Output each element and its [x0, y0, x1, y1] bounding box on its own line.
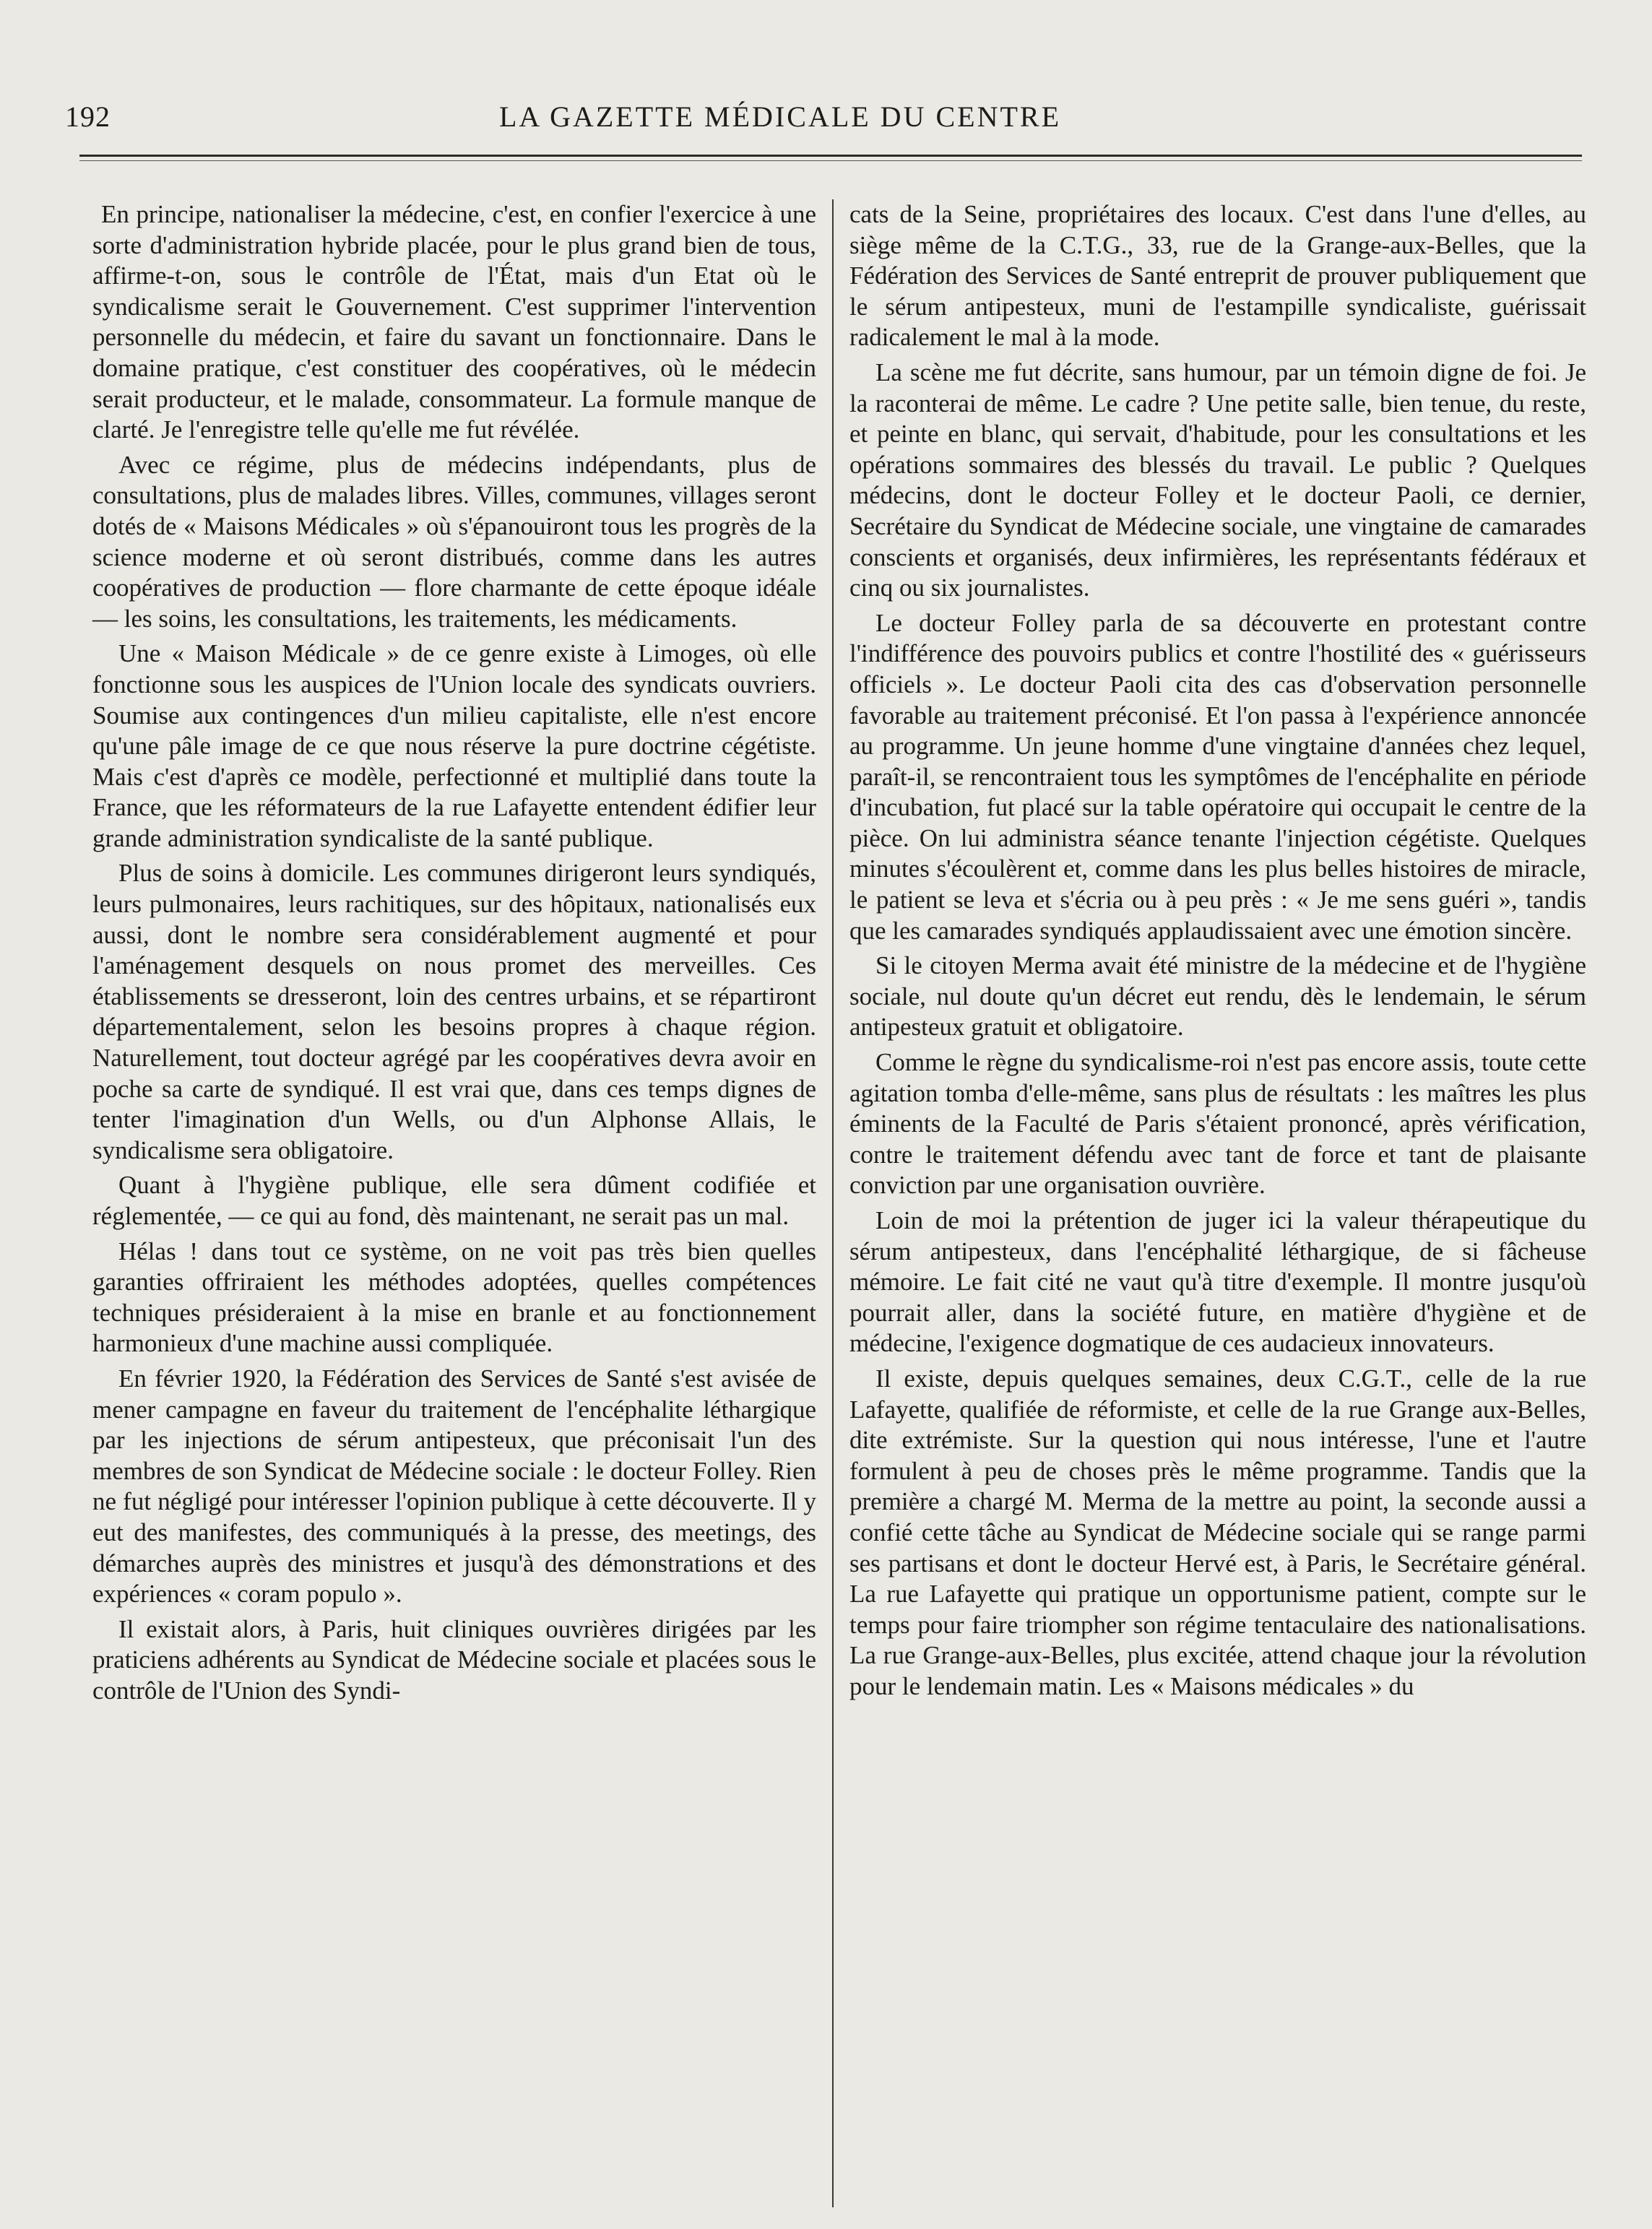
- column-divider: [832, 199, 834, 2207]
- paragraph: cats de la Seine, propriétaires des locaux. C'est dans l'une d'elles, au siège même de la C.T.G., 33, rue de la Grange-aux-Belles, que la Fédération des Services de Santé entreprit de prouver publiquement que le sérum antipesteux, muni de l'estampille syndicaliste, guérissait radicalement le mal à la mode.: [849, 200, 1586, 352]
- paragraph: Loin de moi la prétention de juger ici la valeur thérapeutique du sérum antipesteux, dans l'encéphalité léthargique, de si fâcheuse mémoire. Le fait cité ne vaut qu'à titre d'exemple. Il montre jusqu'où pourrait aller, dans la société future, en matière d'hygiène et de médecine, l'exigence dogmatique de ces audacieux innovateurs.: [849, 1206, 1586, 1358]
- header-rule-thin: [79, 160, 1582, 161]
- paragraph: En principe, nationaliser la médecine, c'est, en confier l'exercice à une sorte d'administration hybride placée, pour le plus grand bien de tous, affirme-t-on, sous le contrôle de l'État, mais d'un Etat où le syndicalisme serait le Gouvernement. C'est supprimer l'intervention personnelle du médecin, et faire du savant un fonctionnaire. Dans le domaine pratique, c'est constituer des coopératives, où le médecin serait producteur, et le malade, consommateur. La formule manque de clarté. Je l'enregistre telle qu'elle me fut révélée.: [92, 200, 816, 444]
- paragraph: Il existait alors, à Paris, huit cliniques ouvrières dirigées par les praticiens adhérents au Syndicat de Médecine sociale et placées sous le contrôle de l'Union des Syndi-: [92, 1614, 816, 1705]
- paragraph: Si le citoyen Merma avait été ministre de la médecine et de l'hygiène sociale, nul doute qu'un décret eut rendu, dès le lendemain, le sérum antipesteux gratuit et obligatoire.: [849, 951, 1586, 1042]
- paragraph: Une « Maison Médicale » de ce genre existe à Limoges, où elle fonctionne sous les auspices de l'Union locale des syndicats ouvriers. Soumise aux contingences d'un milieu capitaliste, elle n'est encore qu'une pâle image de ce que nous réserve la pure doctrine cégétiste. Mais c'est d'après ce modèle, perfectionné et multiplié dans toute la France, que les réformateurs de la rue Lafayette entendent édifier leur grande administration syndicaliste de la santé publique.: [92, 639, 816, 852]
- right-column: [849, 199, 1586, 1702]
- page-number: 192: [65, 100, 111, 133]
- header-rule: [79, 155, 1582, 157]
- paragraph: Quant à l'hygiène publique, elle sera dûment codifiée et réglementée, — ce qui au fond, dès maintenant, ne serait pas un mal.: [92, 1171, 816, 1230]
- paragraph: En février 1920, la Fédération des Services de Santé s'est avisée de mener campagne en faveur du traitement de l'encéphalite léthargique par les injections de sérum antipesteux, que préconisait l'un des membres de son Syndicat de Médecine sociale : le docteur Folley. Rien ne fut négligé pour intéresser l'opinion publique à cette découverte. Il y eut des manifestes, des communiqués à la presse, des meetings, des démarches auprès des ministres et jusqu'à des démonstrations et des expériences « coram populo ».: [92, 1364, 816, 1609]
- page-header: [65, 100, 1589, 143]
- running-title: LA GAZETTE MÉDICALE DU CENTRE: [498, 100, 1061, 133]
- paragraph: Comme le règne du syndicalisme-roi n'est pas encore assis, toute cette agitation tomba d'elle-même, sans plus de résultats : les maîtres les plus éminents de la Faculté de Paris s'étaient prononcé, après vérification, contre le traitement défendu avec tant de force et tant de plaisante conviction par une organisation ouvrière.: [849, 1048, 1586, 1200]
- left-column: [92, 199, 816, 1707]
- paragraph: Hélas ! dans tout ce système, on ne voit pas très bien quelles garanties offriraient les méthodes adoptées, quelles compétences techniques présideraient à la mise en branle et au fonctionnement harmonieux d'une machine aussi compliquée.: [92, 1237, 816, 1358]
- paragraph: Avec ce régime, plus de médecins indépendants, plus de consultations, plus de malades libres. Villes, communes, villages seront dotés de « Maisons Médicales » où s'épanouiront tous les progrès de la science moderne et où seront distribués, comme dans les autres coopératives de production — flore charmante de cette époque idéale — les soins, les consultations, les traitements, les médicaments.: [92, 450, 816, 633]
- paragraph: Le docteur Folley parla de sa découverte en protestant contre l'indifférence des pouvoirs publics et contre l'hostilité des « guérisseurs officiels ». Le docteur Paoli cita des cas d'observation personnelle favorable au traitement préconisé. Et l'on passa à l'expérience annoncée au programme. Un jeune homme d'une vingtaine d'années chez lequel, paraît-il, se rencontraient tous les symptômes de l'encéphalite en période d'incubation, fut placé sur la table opératoire qui occupait le centre de la pièce. On lui administra séance tenante l'injection cégétiste. Quelques minutes s'écoulèrent et, comme dans les plus belles histoires de miracle, le patient se leva et s'écria ou à peu près : « Je me sens guéri », tandis que les camarades syndiqués applaudissaient avec une émotion sincère.: [849, 608, 1586, 945]
- paragraph: La scène me fut décrite, sans humour, par un témoin digne de foi. Je la raconterai de même. Le cadre ? Une petite salle, bien tenue, du reste, et peinte en blanc, qui servait, d'habitude, pour les consultations et les opérations sommaires des blessés du travail. Le public ? Quelques médecins, dont le docteur Folley et le docteur Paoli, ce dernier, Secrétaire du Syndicat de Médecine sociale, une vingtaine de camarades conscients et organisés, deux infirmières, les représentants fédéraux et cinq ou six journalistes.: [849, 358, 1586, 602]
- paragraph: Plus de soins à domicile. Les communes dirigeront leurs syndiqués, leurs pulmonaires, leurs rachitiques, sur des hôpitaux, nationalisés eux aussi, dont le nombre sera considérablement augmenté et pour l'aménagement desquels on nous promet des merveilles. Ces établissements se dresseront, loin des centres urbains, et se répartiront départementalement, selon les besoins propres à chaque région. Naturellement, tout docteur agrégé par les coopératives devra avoir en poche sa carte de syndiqué. Il est vrai que, dans ces temps dignes de tenter l'imagination d'un Wells, ou d'un Alphonse Allais, le syndicalisme sera obligatoire.: [92, 859, 816, 1164]
- paragraph: Il existe, depuis quelques semaines, deux C.G.T., celle de la rue Lafayette, qualifiée de réformiste, et celle de la rue Grange aux-Belles, dite extrémiste. Sur la question qui nous intéresse, l'une et l'autre formulent à peu de choses près le même programme. Tandis que la première a chargé M. Merma de la mettre au point, la seconde aussi a confié cette tâche au Syndicat de Médecine sociale qui se range parmi ses partisans et dont le docteur Hervé est, à Paris, le Secrétaire général. La rue Lafayette qui pratique un opportunisme patient, compte sur le temps pour faire triompher son régime tentaculaire des nationalisations. La rue Grange-aux-Belles, plus excitée, attend chaque jour la révolution pour le lendemain matin. Les « Maisons médicales » du: [849, 1364, 1586, 1700]
